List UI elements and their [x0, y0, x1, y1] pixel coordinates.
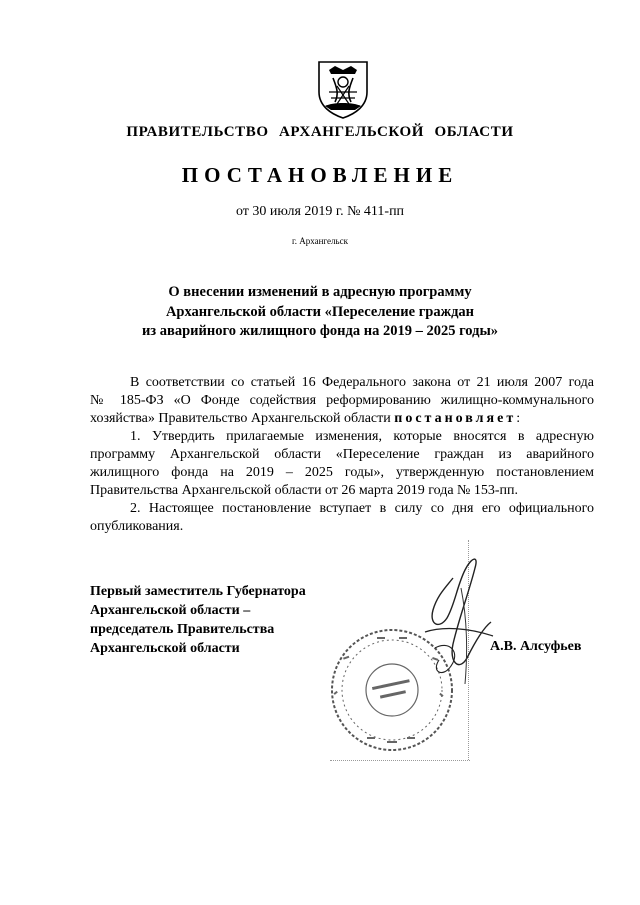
document-body: [90, 374, 594, 536]
document-type-heading: ПОСТАНОВЛЕНИЕ: [181, 163, 459, 187]
scan-border-horizontal: [330, 760, 470, 761]
position-line: Архангельской области: [90, 641, 240, 656]
body-line: В соответствии со статьей 16 Федерального закона от 21 июля 2007 года: [130, 375, 594, 390]
signatory-name: А.В. Алсуфьев: [490, 639, 582, 654]
government-word: ПРАВИТЕЛЬСТВО: [126, 124, 269, 140]
position-line: Первый заместитель Губернатора: [90, 584, 306, 599]
body-line-with-emphasis: [90, 410, 594, 428]
body-line: 2. Настоящее постановление вступает в силу со дня его официального: [130, 501, 594, 516]
government-word: ОБЛАСТИ: [434, 124, 514, 140]
government-name: [0, 124, 640, 141]
date-and-number: от 30 июля 2019 г. № 411-пп: [235, 204, 405, 219]
body-line: жилищного фонда на 2019 – 2025 годы», утвержденную постановлением: [90, 465, 594, 480]
body-line: № 185-ФЗ «О Фонде содействия реформированию жилищно-коммунального: [90, 393, 594, 408]
document-title: [0, 283, 640, 342]
body-line: 1. Утвердить прилагаемые изменения, которые вносятся в адресную: [130, 429, 594, 444]
body-line: программу Архангельской области «Переселение граждан из аварийного: [90, 447, 594, 462]
position-line: председатель Правительства: [90, 622, 275, 637]
body-text-fragment: хозяйства» Правительство Архангельской области: [90, 411, 395, 426]
position-line: Архангельской области –: [90, 603, 251, 618]
resolves-keyword: постановляет: [394, 411, 517, 426]
coat-of-arms-emblem: [315, 58, 371, 120]
title-line: Архангельской области «Переселение граждан: [165, 303, 475, 320]
handwritten-signature: [395, 548, 505, 698]
city-line: г. Архангельск: [292, 236, 348, 246]
body-text-fragment: :: [516, 411, 521, 426]
body-line: Правительства Архангельской области от 26 марта 2019 года № 153-пп.: [90, 483, 519, 498]
title-line: из аварийного жилищного фонда на 2019 – 2025 годы»: [141, 323, 499, 339]
title-line: О внесении изменений в адресную программу: [168, 284, 472, 300]
body-line: опубликования.: [90, 519, 184, 534]
signatory-position: [90, 582, 306, 658]
government-word: АРХАНГЕЛЬСКОЙ: [279, 124, 425, 140]
